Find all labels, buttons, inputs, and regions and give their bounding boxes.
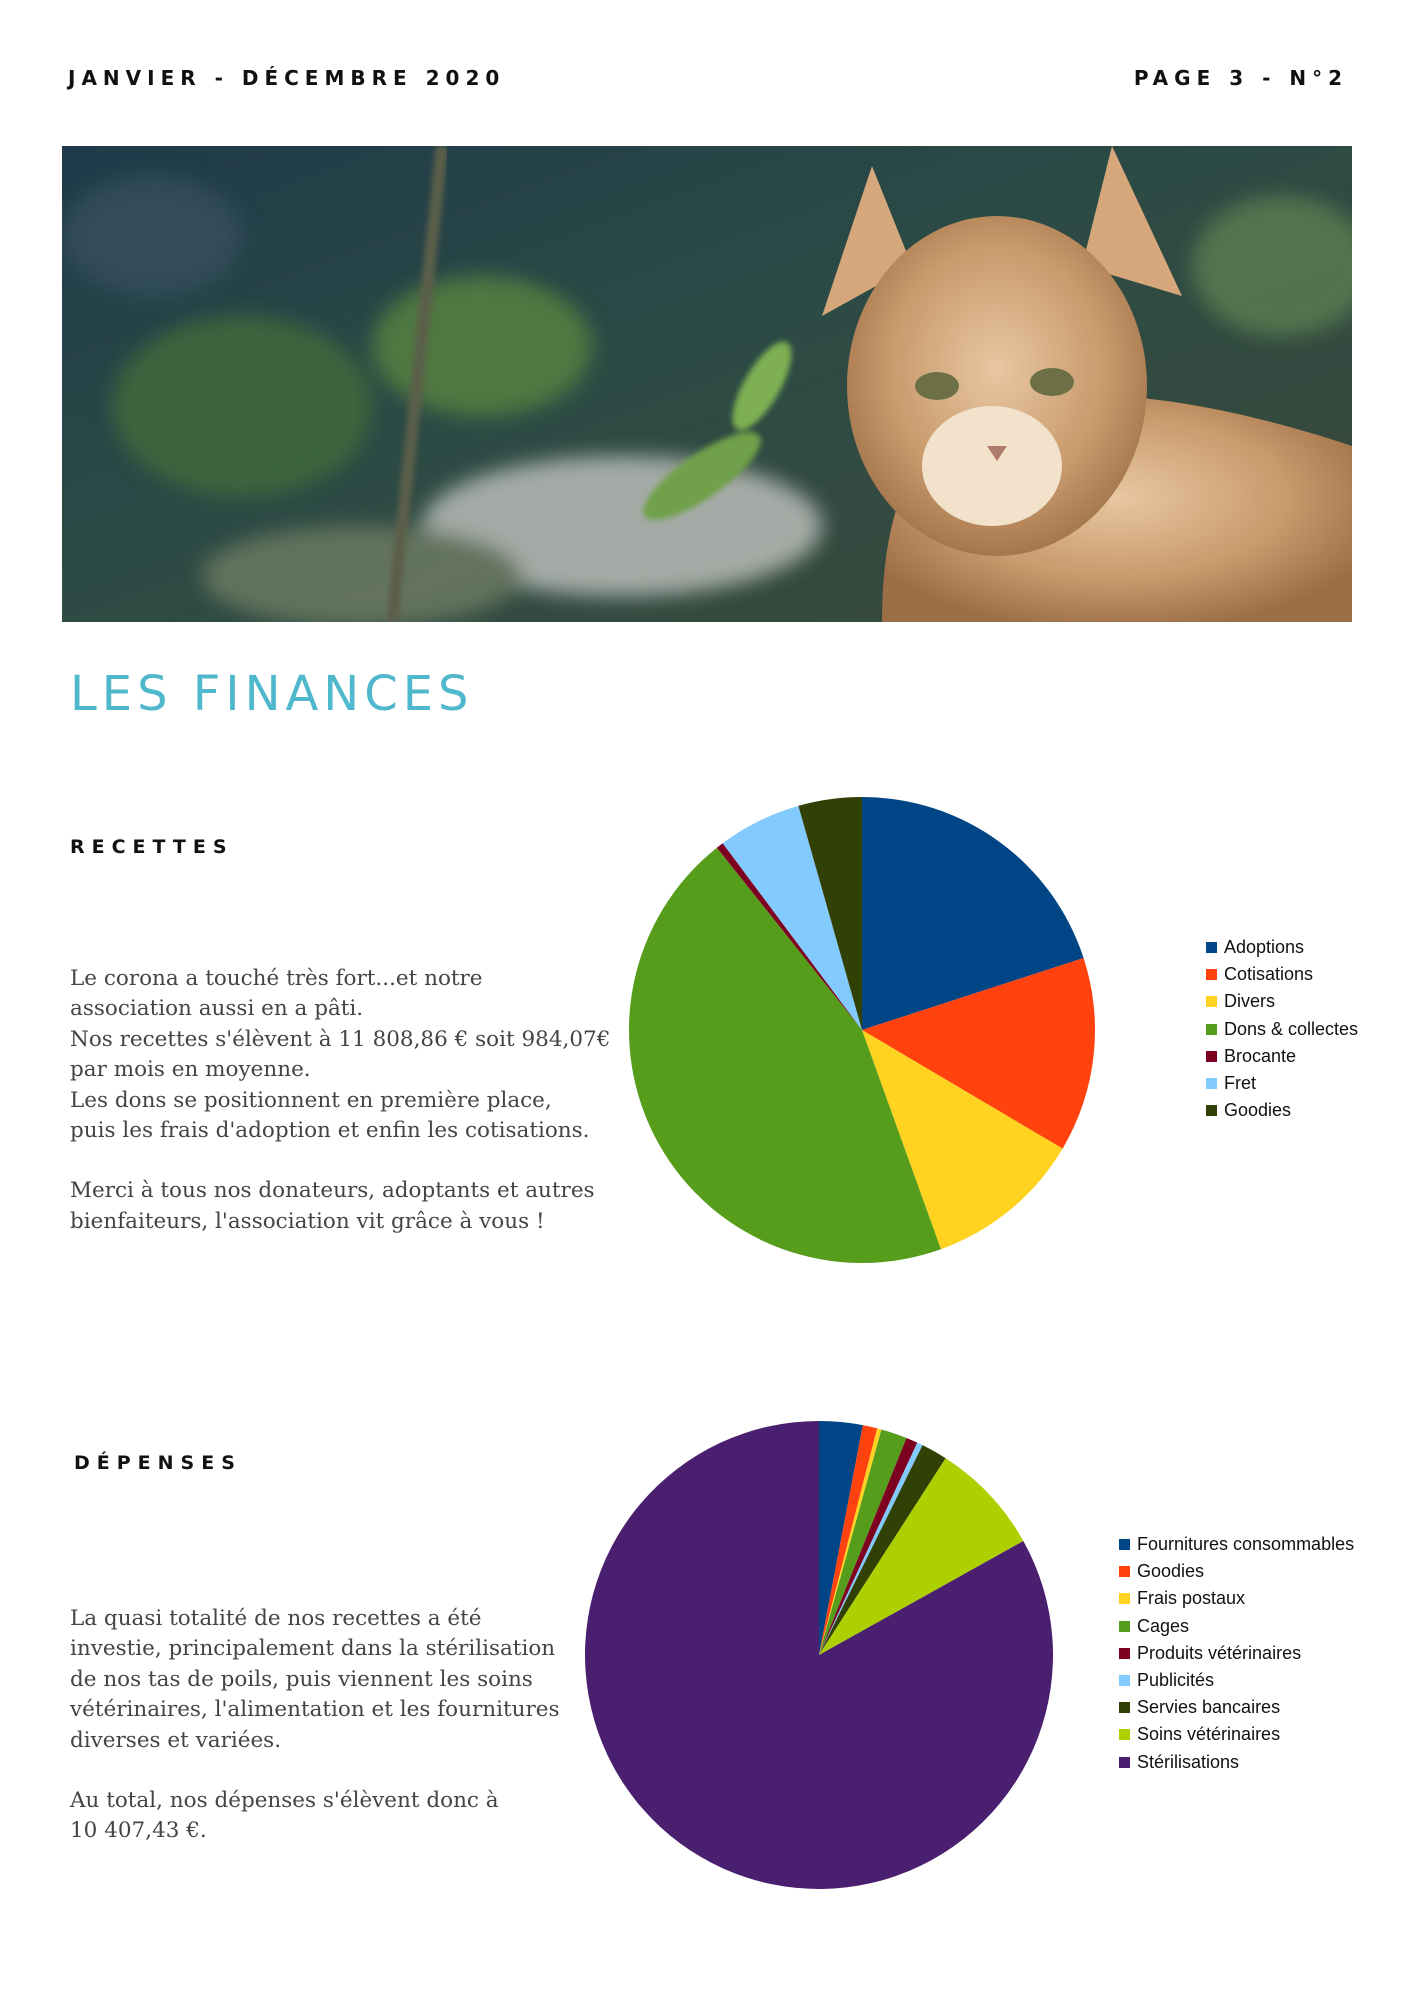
legend-item xyxy=(1206,988,1358,1015)
legend-swatch xyxy=(1119,1593,1130,1604)
legend-swatch xyxy=(1119,1621,1130,1632)
depenses-text xyxy=(70,1604,590,1847)
legend-item xyxy=(1119,1721,1354,1748)
legend-item xyxy=(1206,1016,1358,1043)
text-line: Le corona a touché très fort...et notre xyxy=(70,966,483,991)
legend-swatch xyxy=(1119,1539,1130,1550)
text-line: Au total, nos dépenses s'élèvent donc à xyxy=(70,1788,499,1814)
legend-swatch xyxy=(1206,969,1217,980)
legend-swatch xyxy=(1119,1648,1130,1659)
legend-label: Produits vétérinaires xyxy=(1137,1642,1302,1663)
recettes-legend xyxy=(1206,934,1358,1124)
text-line: Merci à tous nos donateurs, adoptants et autres xyxy=(70,1178,595,1204)
legend-item xyxy=(1206,961,1358,988)
depenses-legend xyxy=(1119,1531,1354,1776)
cat-photo-icon xyxy=(62,146,1352,622)
legend-item xyxy=(1119,1667,1354,1694)
legend-swatch xyxy=(1206,942,1217,953)
legend-swatch xyxy=(1119,1729,1130,1740)
legend-swatch xyxy=(1206,1105,1217,1116)
legend-item xyxy=(1119,1558,1354,1585)
legend-label: Cages xyxy=(1137,1615,1190,1636)
legend-label: Goodies xyxy=(1224,1100,1292,1121)
depenses-title: DÉPENSES xyxy=(74,1452,242,1474)
depenses-pie-chart xyxy=(584,1420,1054,1890)
hero-cat-photo xyxy=(62,146,1352,622)
text-line: investie, principalement dans la stérilisation xyxy=(70,1636,556,1662)
page-title: LES FINANCES xyxy=(70,666,474,722)
legend-label: Servies bancaires xyxy=(1137,1697,1281,1718)
legend-swatch xyxy=(1119,1675,1130,1686)
legend-item xyxy=(1119,1640,1354,1667)
recettes-title: RECETTES xyxy=(70,836,234,858)
header-period: JANVIER - DÉCEMBRE 2020 xyxy=(68,66,506,90)
text-line: association aussi en a pâti. xyxy=(70,996,364,1022)
text-line: par mois en moyenne. xyxy=(70,1057,311,1083)
legend-label: Adoptions xyxy=(1224,937,1305,958)
legend-swatch xyxy=(1206,1051,1217,1062)
legend-label: Brocante xyxy=(1224,1045,1297,1066)
text-line: puis les frais d'adoption et enfin les cotisations. xyxy=(70,1118,590,1144)
legend-item xyxy=(1206,934,1358,961)
text-line: La quasi totalité de nos recettes a été xyxy=(70,1606,482,1631)
recettes-text xyxy=(70,964,630,1237)
legend-label: Dons & collectes xyxy=(1224,1018,1359,1039)
legend-label: Soins vétérinaires xyxy=(1137,1724,1281,1745)
text-line: Nos recettes s'élèvent à 11 808,86 € soit 984,07€ xyxy=(70,1026,611,1052)
header-page-number: PAGE 3 - N°2 xyxy=(1133,66,1348,90)
text-line: Les dons se positionnent en première place, xyxy=(70,1087,552,1113)
legend-label: Cotisations xyxy=(1224,964,1314,985)
text-line: bienfaiteurs, l'association vit grâce à vous ! xyxy=(70,1208,545,1234)
legend-swatch xyxy=(1119,1702,1130,1713)
legend-label: Divers xyxy=(1224,991,1276,1012)
legend-label: Fournitures consommables xyxy=(1137,1534,1355,1555)
legend-swatch xyxy=(1119,1757,1130,1768)
legend-item xyxy=(1119,1694,1354,1721)
legend-item xyxy=(1119,1531,1354,1558)
text-line: 10 407,43 €. xyxy=(70,1818,207,1844)
recettes-pie-chart xyxy=(628,796,1096,1264)
legend-item xyxy=(1119,1585,1354,1612)
legend-item xyxy=(1119,1749,1354,1776)
legend-label: Stérilisations xyxy=(1137,1751,1240,1772)
legend-swatch xyxy=(1206,996,1217,1007)
legend-item xyxy=(1206,1097,1358,1124)
legend-label: Goodies xyxy=(1137,1561,1205,1582)
legend-swatch xyxy=(1119,1566,1130,1577)
legend-label: Frais postaux xyxy=(1137,1588,1246,1609)
legend-label: Fret xyxy=(1224,1073,1257,1094)
text-line: diverses et variées. xyxy=(70,1727,282,1753)
text-line: vétérinaires, l'alimentation et les fournitures xyxy=(70,1697,560,1723)
legend-item xyxy=(1206,1070,1358,1097)
legend-swatch xyxy=(1206,1024,1217,1035)
legend-item xyxy=(1206,1043,1358,1070)
legend-label: Publicités xyxy=(1137,1670,1215,1691)
text-line: de nos tas de poils, puis viennent les soins xyxy=(70,1666,533,1692)
legend-item xyxy=(1119,1613,1354,1640)
legend-swatch xyxy=(1206,1078,1217,1089)
